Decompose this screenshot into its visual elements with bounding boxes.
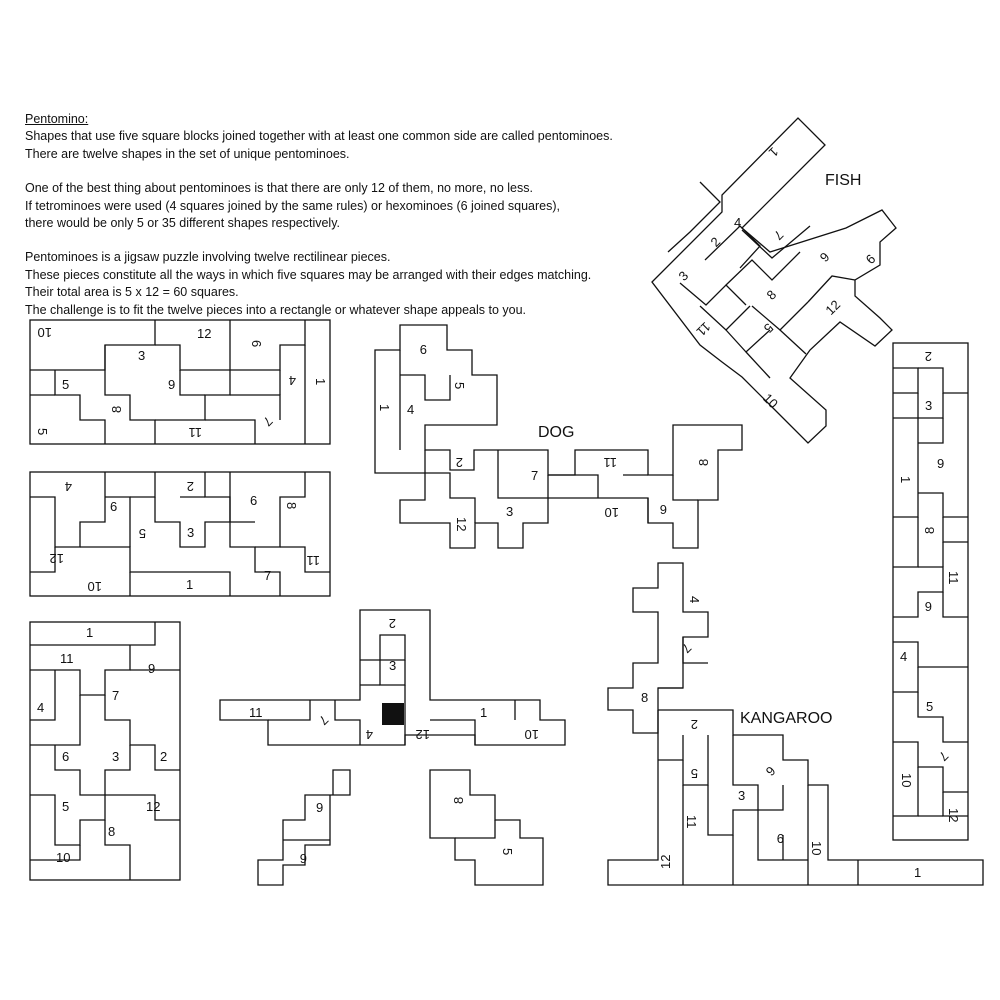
piece-label: 12	[822, 297, 844, 318]
piece-label: 9	[776, 831, 784, 846]
piece-label: 6	[250, 493, 258, 508]
tall-column-labels	[898, 349, 961, 822]
rect-10x6-puzzle	[30, 622, 180, 880]
piece-label: 2	[707, 234, 724, 250]
rect-6x10-puzzle	[30, 320, 330, 444]
intro-line: One of the best thing about pentominoes is that there are only 12 of them, no more, no less.	[25, 181, 533, 196]
piece-label: 12	[415, 727, 430, 742]
piece-label: 11	[60, 651, 74, 666]
tall-column-puzzle	[893, 343, 968, 840]
piece-label: 3	[389, 658, 397, 673]
intro-line: These pieces constitute all the ways in which five squares may be arranged with their edges matching.	[25, 267, 592, 282]
piece-label: 11	[306, 553, 320, 568]
piece-label: 5	[62, 377, 70, 392]
intro-line: Their total area is 5 x 12 = 60 squares.	[25, 285, 239, 300]
piece-label: 2	[388, 616, 396, 631]
piece-label: 5	[500, 848, 515, 856]
intro-line: If tetrominoes were used (4 squares joined by the same rules) or hexominoes (6 joined squares),	[25, 198, 560, 213]
piece-label: 10	[604, 505, 619, 520]
piece-label: 3	[925, 398, 933, 413]
intro-line: There are twelve shapes in the set of unique pentominoes.	[25, 146, 350, 161]
piece-label: 10	[760, 390, 781, 412]
piece-label: 3	[187, 525, 195, 540]
piece-label: 3	[138, 348, 146, 363]
piece-label: 11	[684, 815, 699, 829]
piece-label: 3	[506, 504, 514, 519]
piece-label: 11	[603, 455, 617, 470]
piece-label: 8	[284, 502, 299, 510]
piece-label: 4	[64, 479, 72, 494]
piece-label: 7	[315, 712, 332, 728]
piece-label: 11	[693, 319, 714, 340]
piece-label: 1	[480, 705, 488, 720]
piece-label: 1	[914, 865, 922, 880]
intro-line: Shapes that use five square blocks joined together with at least one common side are called pentominoes.	[25, 129, 613, 144]
piece-label: 8	[641, 690, 649, 705]
piece-label: 6	[110, 499, 118, 514]
piece-label: 6	[924, 599, 932, 614]
piece-label: 6	[762, 763, 779, 779]
kangaroo-title: KANGAROO	[740, 710, 833, 727]
piece-label: 9	[148, 661, 156, 676]
piece-label: 4	[734, 215, 742, 230]
piece-label: 7	[678, 640, 695, 656]
intro-title: Pentomino:	[25, 112, 89, 126]
piece-label: 5	[138, 526, 146, 541]
piece-label: 1	[377, 404, 392, 412]
piece-label: 6	[299, 851, 307, 866]
piece-label: 9	[937, 456, 945, 471]
piece-label: 1	[86, 625, 94, 640]
piece-label: 12	[146, 799, 161, 814]
piece-label: 1	[765, 144, 782, 160]
piece-label: 12	[658, 854, 673, 869]
intro-line: The challenge is to fit the twelve pieces into a rectangle or whatever shape appeals to you.	[25, 302, 526, 317]
piece-label: 10	[899, 773, 914, 788]
piece-label: 10	[56, 850, 71, 865]
piece-label: 4	[407, 402, 415, 417]
piece-label: 11	[946, 571, 961, 585]
intro-line: there would be only 5 or 35 different shapes respectively.	[25, 216, 341, 231]
piece-label: 11	[249, 705, 263, 720]
piece-label: 10	[524, 727, 539, 742]
piece-label: 7	[770, 227, 787, 243]
piece-label: 9	[316, 800, 324, 815]
rect-6x10-labels	[35, 325, 328, 440]
fish-title: FISH	[825, 172, 862, 189]
piece-label: 7	[264, 568, 272, 583]
piece-label: 3	[675, 268, 692, 284]
piece-label: 12	[49, 551, 64, 566]
dog-title: DOG	[538, 424, 575, 441]
piece-label: 4	[37, 700, 45, 715]
piece-label: 5	[62, 799, 70, 814]
piece-label: 5	[760, 320, 777, 336]
piece-label: 12	[946, 808, 961, 823]
piece-label: 6	[816, 249, 833, 265]
piece-label: 10	[87, 579, 102, 594]
piece-label: 2	[186, 479, 194, 494]
piece-label: 5	[452, 382, 467, 390]
piece-label: 3	[112, 749, 120, 764]
piece-label: 9	[419, 342, 427, 357]
piece-label: 9	[168, 377, 176, 392]
piece-label: 12	[197, 326, 212, 341]
piece-label: 12	[454, 517, 469, 532]
piece-label: 11	[188, 425, 202, 440]
rect-5x12-puzzle	[30, 472, 330, 596]
black-square	[382, 703, 404, 725]
piece-label: 1	[898, 476, 913, 484]
piece-label: 2	[924, 349, 932, 364]
piece-label: 6	[62, 749, 70, 764]
piece-label: 2	[690, 717, 698, 732]
piece-label: 5	[926, 699, 934, 714]
piece-label: 5	[690, 766, 698, 781]
figure-puzzle	[220, 610, 565, 885]
piece-label: 5	[35, 428, 50, 436]
piece-label: 8	[451, 796, 466, 804]
piece-label: 7	[935, 748, 952, 764]
piece-label: 4	[900, 649, 908, 664]
piece-label: 3	[738, 788, 746, 803]
piece-label: 8	[763, 287, 780, 303]
piece-label: 10	[37, 325, 52, 340]
piece-label: 2	[160, 749, 168, 764]
piece-label: 8	[696, 458, 711, 466]
piece-label: 4	[365, 727, 373, 742]
piece-label: 8	[109, 405, 124, 413]
piece-label: 4	[288, 373, 296, 388]
piece-label: 8	[108, 824, 116, 839]
piece-label: 2	[455, 455, 463, 470]
piece-label: 1	[313, 378, 328, 386]
piece-label: 6	[249, 340, 264, 348]
intro-line: Pentominoes is a jigsaw puzzle involving twelve rectilinear pieces.	[25, 250, 391, 265]
piece-label: 8	[922, 526, 937, 534]
piece-label: 7	[531, 468, 539, 483]
piece-label: 4	[687, 596, 702, 604]
piece-label: 9	[862, 251, 879, 267]
piece-label: 6	[659, 502, 667, 517]
piece-label: 7	[112, 688, 120, 703]
piece-label: 10	[809, 841, 824, 856]
piece-label: 7	[260, 413, 276, 430]
piece-label: 1	[186, 577, 194, 592]
